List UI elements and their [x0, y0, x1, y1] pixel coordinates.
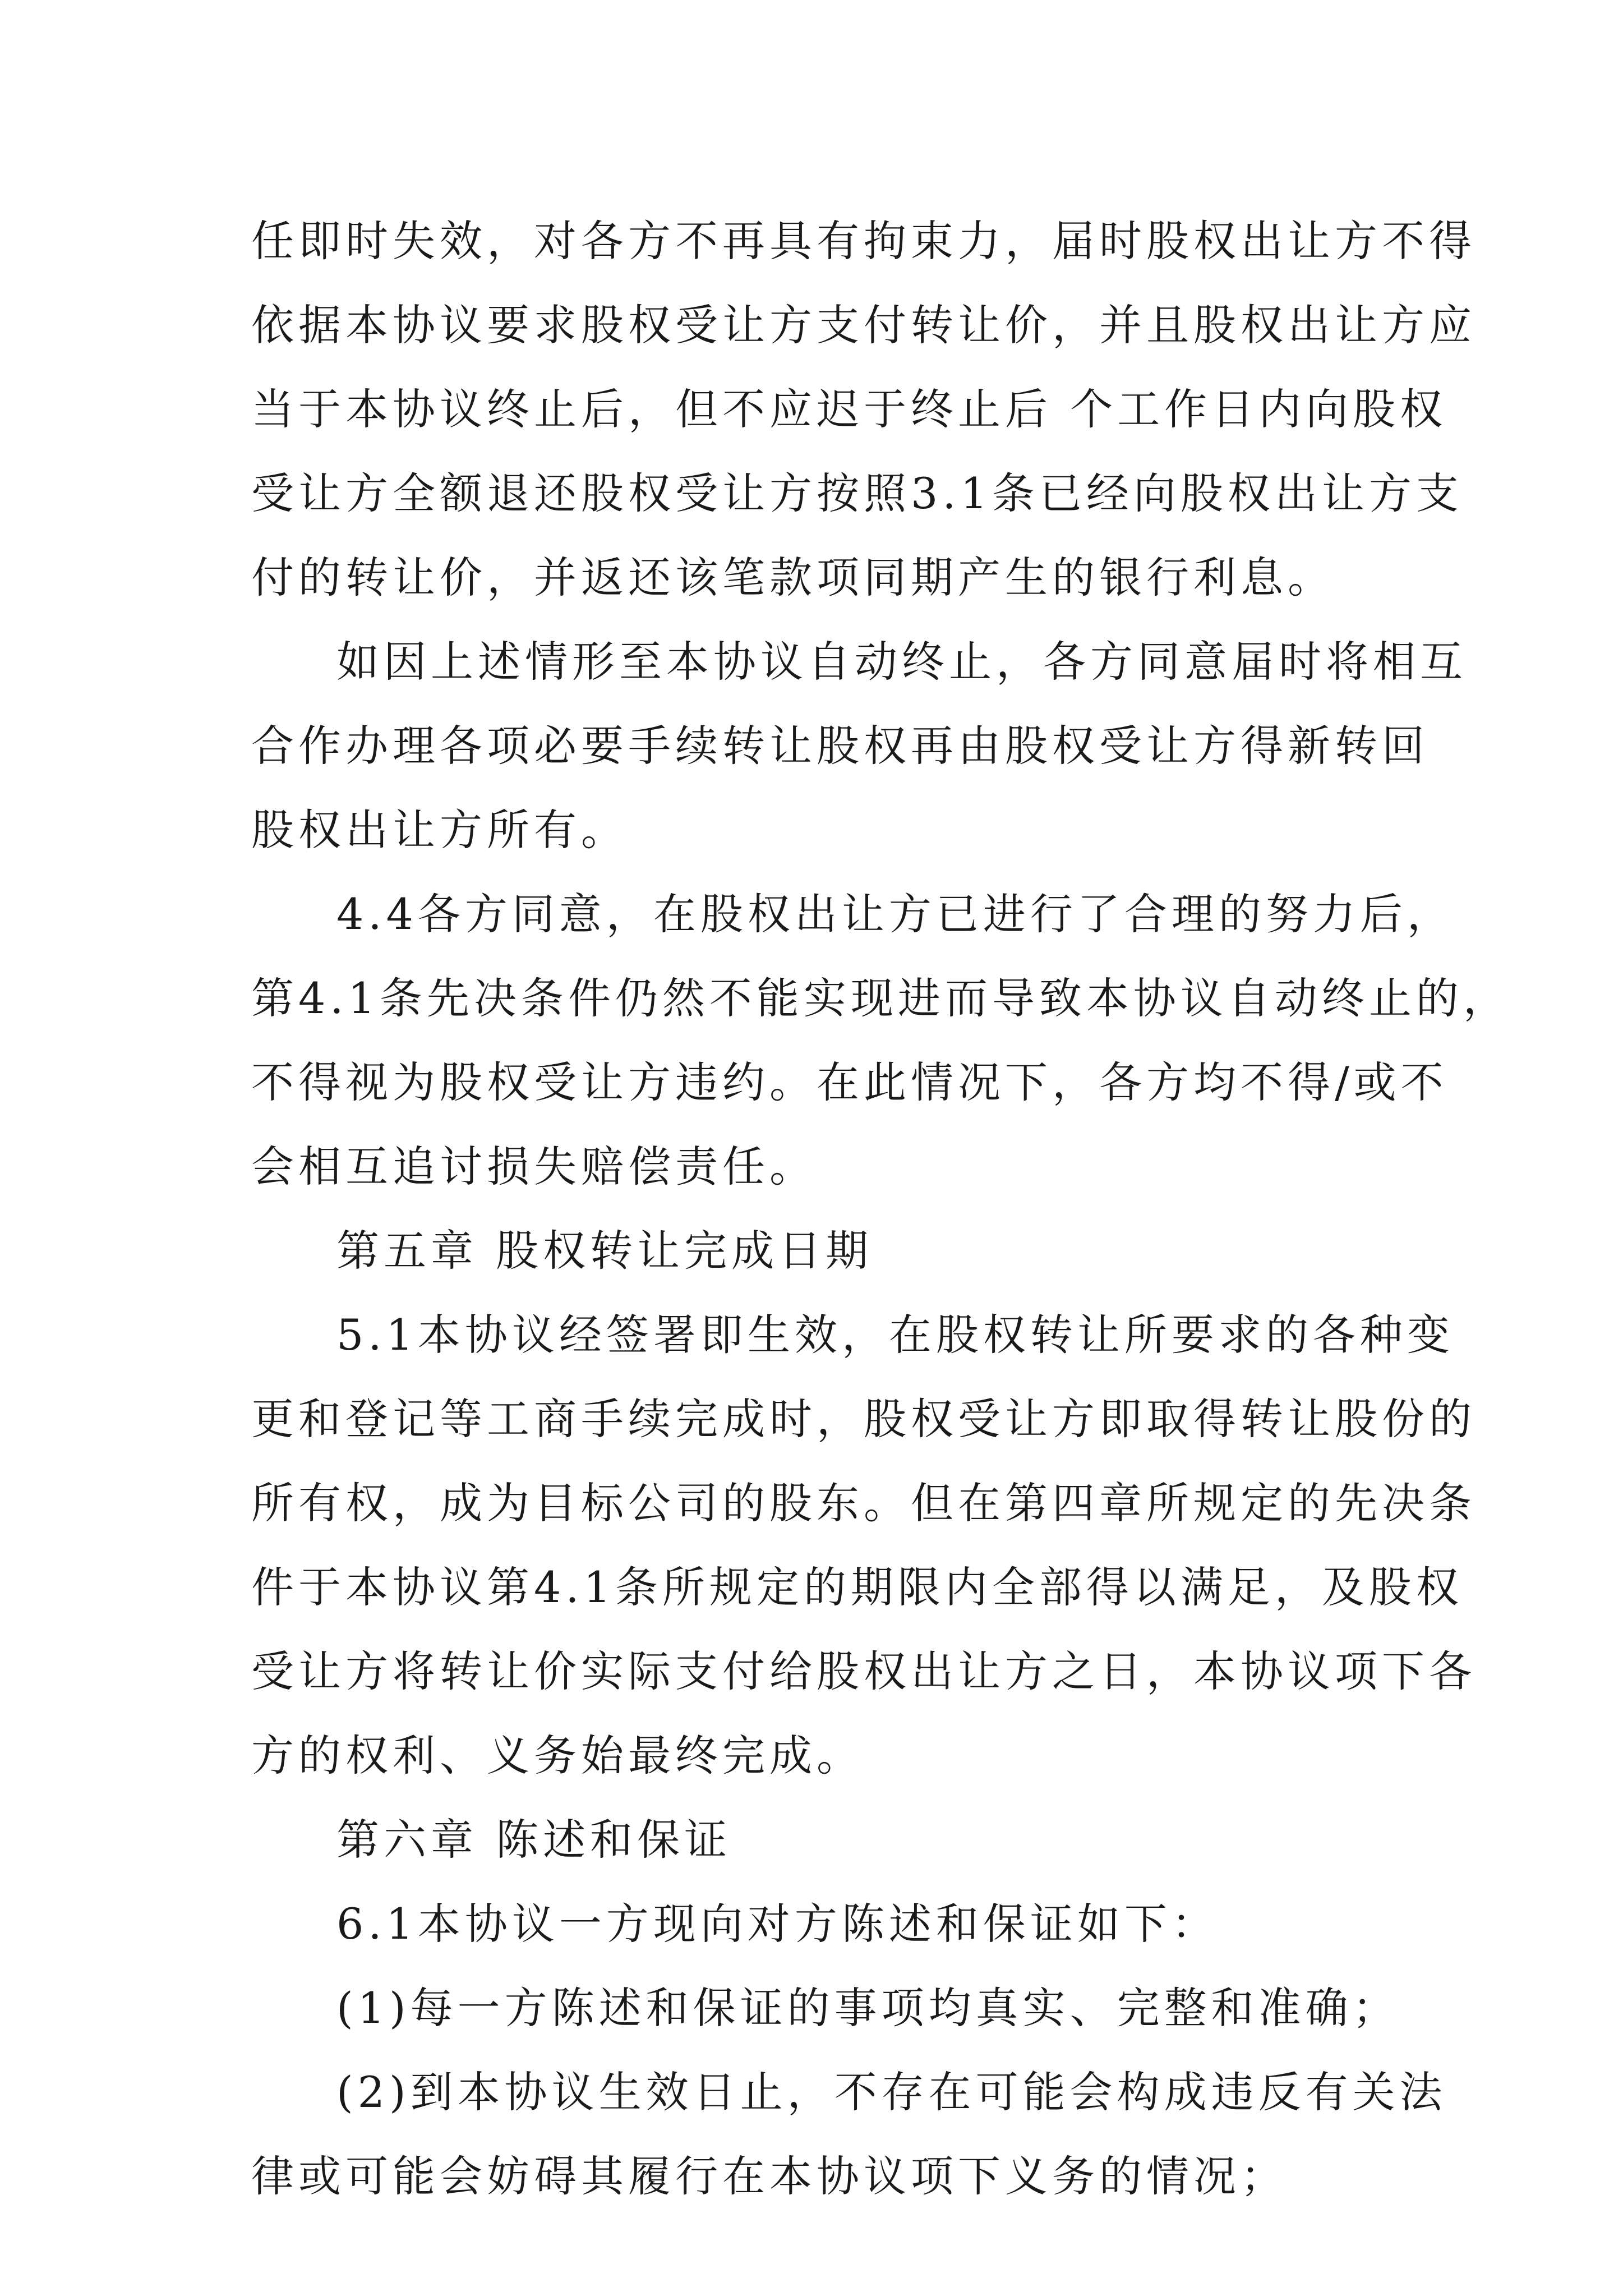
- list-item-1: (1)每一方陈述和保证的事项均真实、完整和准确；: [336, 1983, 1400, 2033]
- paragraph-line: 股权出让方所有。: [251, 805, 628, 855]
- paragraph-line: 不得视为股权受让方违约。在此情况下，各方均不得/或不: [251, 1057, 1448, 1107]
- clause-5-1-line: 5.1本协议经签署即生效，在股权转让所要求的各种变: [336, 1310, 1454, 1360]
- paragraph-line: 会相互追讨损失赔偿责任。: [251, 1142, 817, 1191]
- paragraph-line: 受让方全额退还股权受让方按照3.1条已经向股权出让方支: [251, 468, 1463, 518]
- paragraph-line: 所有权，成为目标公司的股东。但在第四章所规定的先决条: [251, 1478, 1476, 1528]
- paragraph-line: 任即时失效，对各方不再具有拘束力，届时股权出让方不得: [251, 216, 1476, 266]
- paragraph-line: 受让方将转让价实际支付给股权出让方之日，本协议项下各: [251, 1646, 1476, 1696]
- paragraph-line: 方的权利、义务始最终完成。: [251, 1731, 864, 1780]
- clause-6-1-line: 6.1本协议一方现向对方陈述和保证如下：: [336, 1899, 1219, 1949]
- paragraph-line: 当于本协议终止后，但不应迟于终止后 个工作日内向股权: [251, 384, 1447, 434]
- paragraph-line: 件于本协议第4.1条所规定的期限内全部得以满足，及股权: [251, 1562, 1463, 1612]
- clause-4-4-line: 4.4各方同意，在股权出让方已进行了合理的努力后，: [336, 889, 1454, 939]
- paragraph-line: 第4.1条先决条件仍然不能实现进而导致本协议自动终止的，: [251, 973, 1510, 1023]
- paragraph-line: 合作办理各项必要手续转让股权再由股权受让方得新转回: [251, 721, 1429, 771]
- paragraph-line: 律或可能会妨碍其履行在本协议项下义务的情况；: [251, 2151, 1288, 2201]
- chapter-6-heading: 第六章 陈述和保证: [336, 1815, 732, 1865]
- chapter-5-heading: 第五章 股权转让完成日期: [336, 1226, 873, 1276]
- paragraph-line: 依据本协议要求股权受让方支付转让价，并且股权出让方应: [251, 300, 1476, 350]
- paragraph-line: 付的转让价，并返还该笔款项同期产生的银行利息。: [251, 553, 1335, 602]
- paragraph-line: 更和登记等工商手续完成时，股权受让方即取得转让股份的: [251, 1394, 1476, 1444]
- list-item-2: (2)到本协议生效日止，不存在可能会构成违反有关法: [336, 2067, 1447, 2117]
- paragraph-line: 如因上述情形至本协议自动终止，各方同意届时将相互: [336, 637, 1467, 687]
